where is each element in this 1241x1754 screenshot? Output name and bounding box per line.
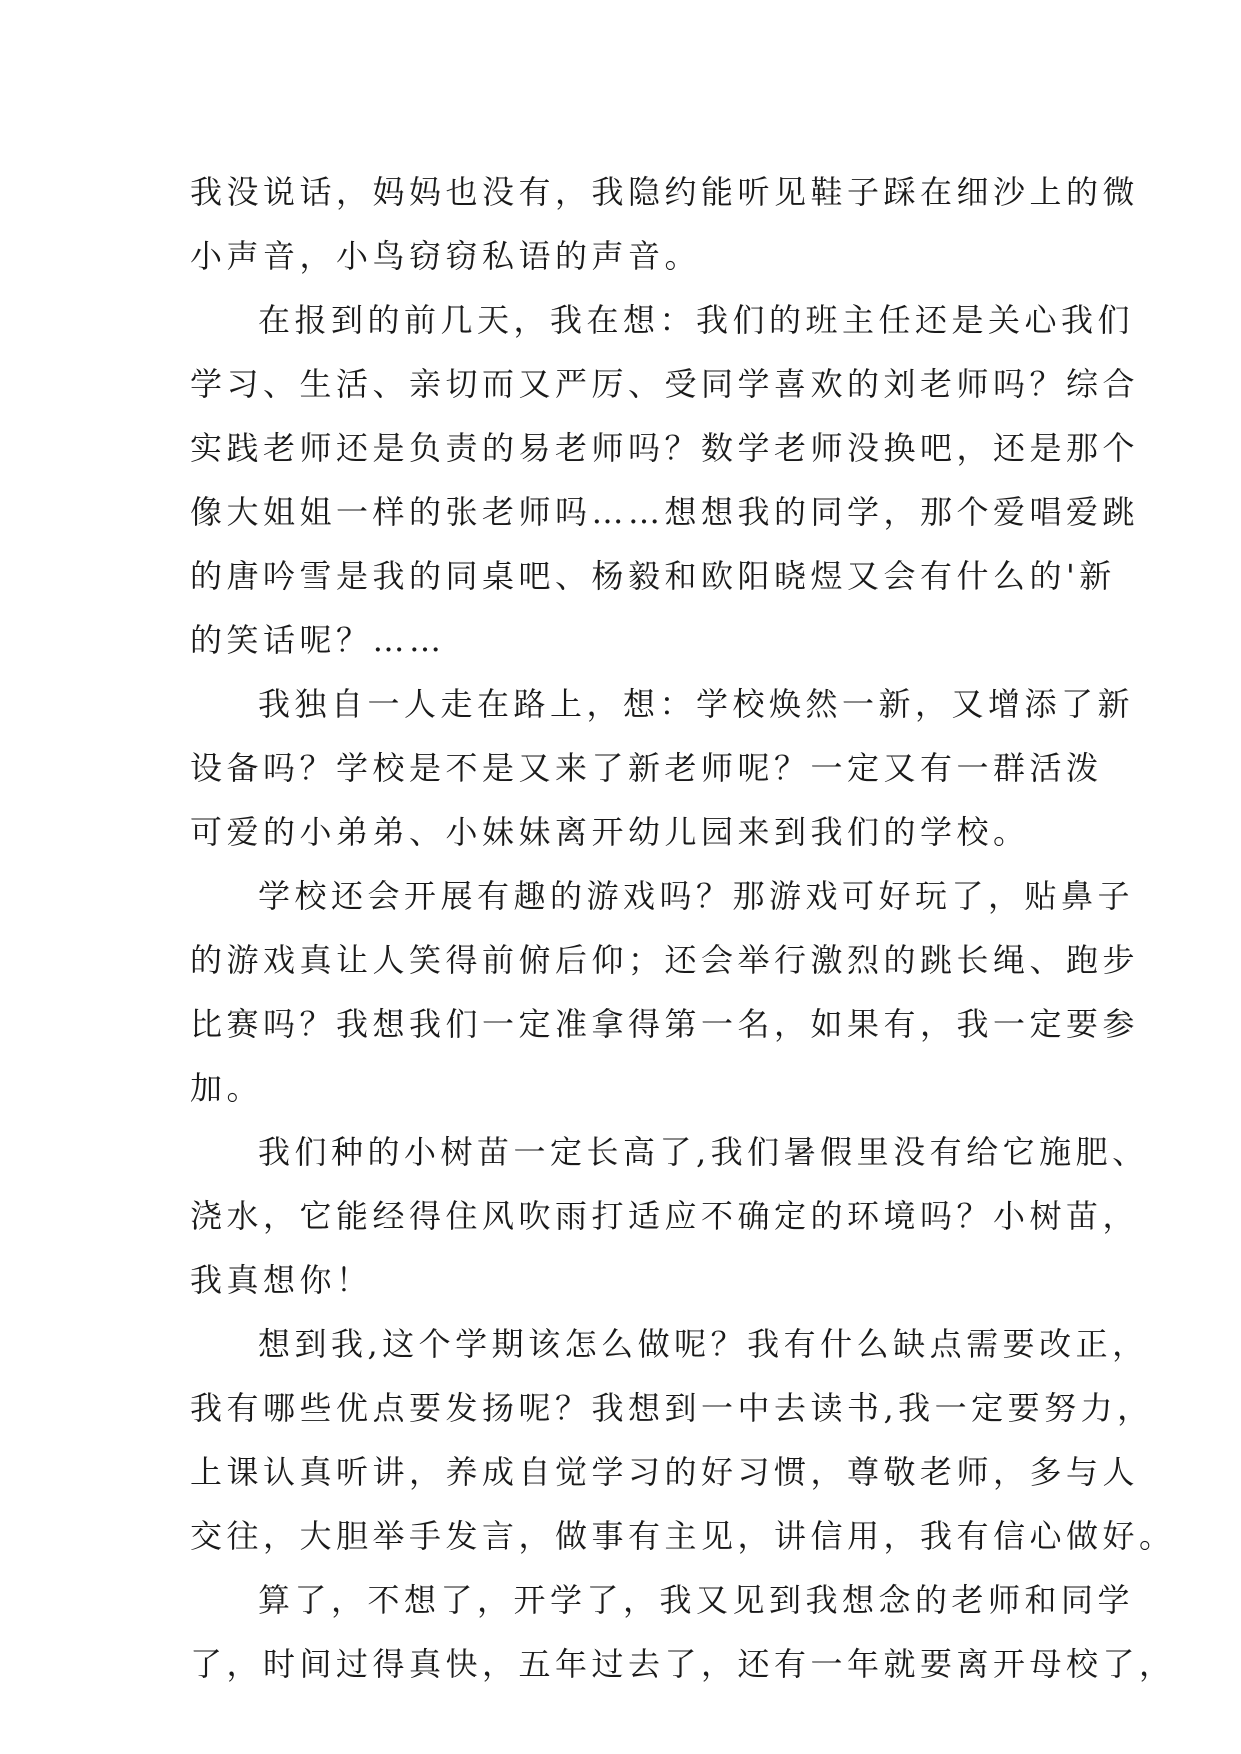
text-line: 了，时间过得真快，五年过去了，还有一年就要离开母校了， <box>190 1645 1176 1683</box>
text-line: 我有哪些优点要发扬呢？我想到一中去读书,我一定要努力， <box>190 1389 1154 1427</box>
text-line: 上课认真听讲，养成自觉学习的好习惯，尊敬老师，多与人 <box>190 1453 1140 1491</box>
paragraph-start-line: 我独自一人走在路上，想：学校焕然一新，又增添了新 <box>258 685 1135 723</box>
paragraph-start-line: 算了，不想了，开学了，我又见到我想念的老师和同学 <box>258 1581 1135 1619</box>
paragraph-start-line: 我们种的小树苗一定长高了,我们暑假里没有给它施肥、 <box>258 1133 1149 1171</box>
text-line: 比赛吗？我想我们一定准拿得第一名，如果有，我一定要参 <box>190 1005 1140 1043</box>
paragraph-start-line: 学校还会开展有趣的游戏吗？那游戏可好玩了，贴鼻子 <box>258 877 1135 915</box>
text-line: 小声音，小鸟窃窃私语的声音。 <box>190 237 702 275</box>
paragraph-start-line: 想到我,这个学期该怎么做呢？我有什么缺点需要改正， <box>258 1325 1149 1363</box>
text-line: 加。 <box>190 1069 264 1107</box>
text-line: 可爱的小弟弟、小妹妹离开幼儿园来到我们的学校。 <box>190 813 1030 851</box>
text-line: 的唐吟雪是我的同桌吧、杨毅和欧阳晓煜又会有什么的'新 <box>190 557 1116 595</box>
text-line: 实践老师还是负责的易老师吗？数学老师没换吧，还是那个 <box>190 429 1140 467</box>
essay-body <box>190 160 1176 1696</box>
text-line: 像大姐姐一样的张老师吗……想想我的同学，那个爱唱爱跳 <box>190 493 1140 531</box>
text-line: 设备吗？学校是不是又来了新老师呢？一定又有一群活泼 <box>190 749 1103 787</box>
paragraph-start-line: 在报到的前几天，我在想：我们的班主任还是关心我们 <box>258 301 1135 339</box>
text-line: 学习、生活、亲切而又严厉、受同学喜欢的刘老师吗？综合 <box>190 365 1140 403</box>
text-line: 我没说话，妈妈也没有，我隐约能听见鞋子踩在细沙上的微 <box>190 173 1140 211</box>
text-line: 的游戏真让人笑得前俯后仰；还会举行激烈的跳长绳、跑步 <box>190 941 1140 979</box>
text-line: 我真想你！ <box>190 1261 373 1299</box>
text-line: 交往，大胆举手发言，做事有主见，讲信用，我有信心做好。 <box>190 1517 1176 1555</box>
text-line: 的笑话呢？…… <box>190 621 446 659</box>
text-line: 浇水，它能经得住风吹雨打适应不确定的环境吗？小树苗， <box>190 1197 1140 1235</box>
